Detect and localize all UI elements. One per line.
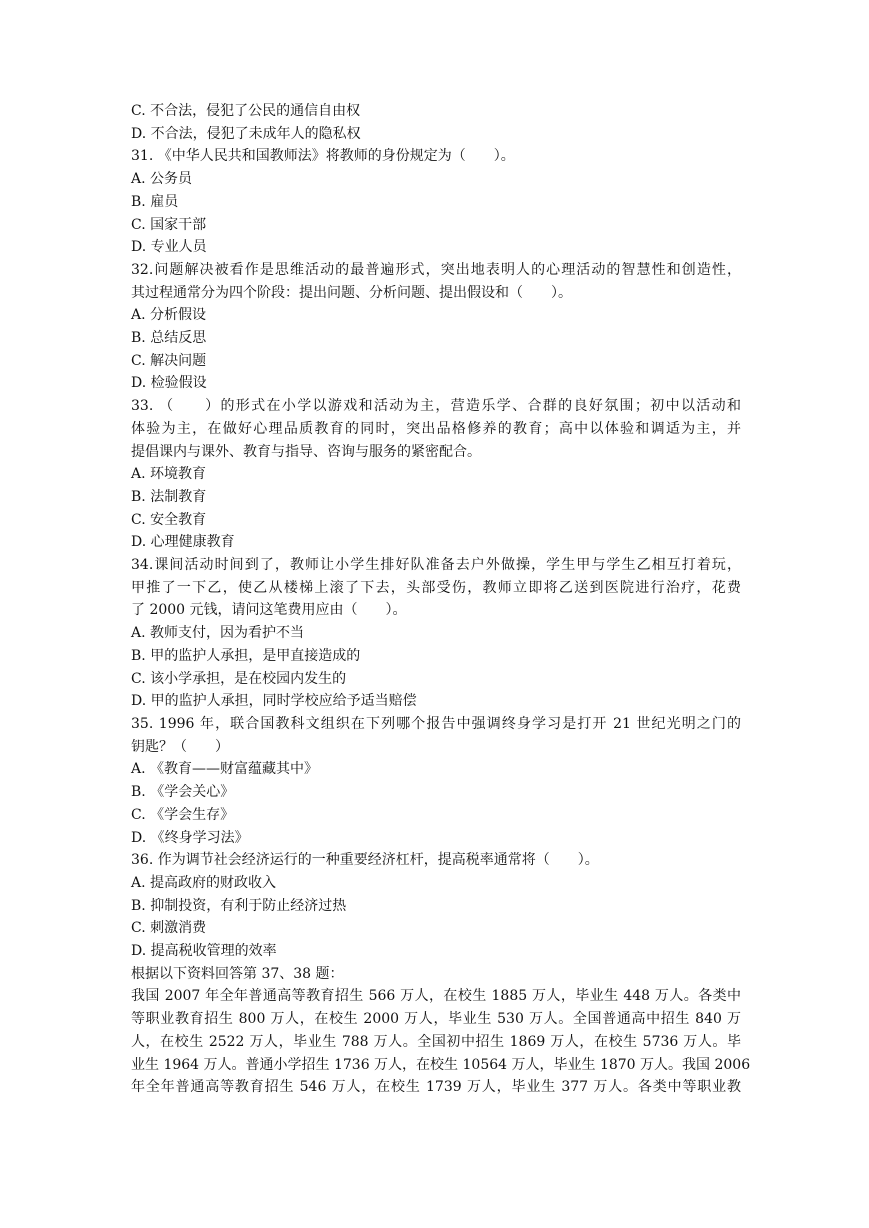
text-line: 其过程通常分为四个阶段：提出问题、分析问题、提出假设和（ ）。: [131, 284, 572, 301]
text-line: A. 公务员: [131, 171, 193, 188]
text-line: D. 《终身学习法》: [131, 829, 249, 846]
text-line: 人，在校生 2522 万人，毕业生 788 万人。全国初中招生 1869 万人，在校生 5736 万人。毕: [131, 1033, 741, 1050]
text-line: D. 提高税收管理的效率: [131, 943, 277, 960]
text-line: 33. （ ）的形式在小学以游戏和活动为主，营造乐学、合群的良好氛围；初中以活动和: [131, 398, 741, 415]
text-line: A. 分析假设: [131, 307, 207, 324]
text-line: B. 甲的监护人承担，是甲直接造成的: [131, 647, 361, 664]
text-line: 业生 1964 万人。普通小学招生 1736 万人，在校生 10564 万人，毕业生 1870 万人。我国 2006: [131, 1056, 751, 1073]
text-line: A. 《教育——财富蕴藏其中》: [131, 761, 319, 778]
text-line: C. 安全教育: [131, 511, 207, 528]
text-line: C. 该小学承担，是在校园内发生的: [131, 670, 347, 687]
text-line: 了 2000 元钱，请问这笔费用应由（ ）。: [131, 602, 407, 619]
document-body: [131, 100, 751, 1099]
text-line: 我国 2007 年全年普通高等教育招生 566 万人，在校生 1885 万人，毕业生 448 万人。各类中: [131, 988, 741, 1005]
text-line: D. 检验假设: [131, 375, 207, 392]
text-line: C. 《学会生存》: [131, 806, 235, 823]
text-line: 32.问题解决被看作是思维活动的最普遍形式，突出地表明人的心理活动的智慧性和创造性，: [131, 261, 741, 278]
text-line: 年全年普通高等教育招生 546 万人，在校生 1739 万人，毕业生 377 万人。各类中等职业教: [131, 1079, 741, 1096]
text-line: 36. 作为调节社会经济运行的一种重要经济杠杆，提高税率通常将（ ）。: [131, 852, 599, 869]
text-line: 等职业教育招生 800 万人，在校生 2000 万人，毕业生 530 万人。全国普通高中招生 840 万: [131, 1011, 741, 1028]
text-line: 甲推了一下乙，使乙从楼梯上滚了下去，头部受伤，教师立即将乙送到医院进行治疗，花费: [131, 579, 741, 596]
text-line: A. 提高政府的财政收入: [131, 874, 277, 891]
text-line: A. 环境教育: [131, 466, 207, 483]
text-line: 体验为主，在做好心理品质教育的同时，突出品格修养的教育；高中以体验和调适为主，并: [131, 420, 741, 437]
text-line: 34.课间活动时间到了，教师让小学生排好队准备去户外做操，学生甲与学生乙相互打着玩，: [131, 557, 741, 574]
text-line: B. 总结反思: [131, 330, 207, 347]
text-line: A. 教师支付，因为看护不当: [131, 625, 305, 642]
text-line: D. 甲的监护人承担，同时学校应给予适当赔偿: [131, 693, 417, 710]
text-line: 35. 1996 年，联合国教科文组织在下列哪个报告中强调终身学习是打开 21 世纪光明之门的: [131, 715, 741, 732]
text-line: D. 专业人员: [131, 239, 207, 256]
text-line: B. 抑制投资，有利于防止经济过热: [131, 897, 347, 914]
text-line: B. 《学会关心》: [131, 784, 235, 801]
text-line: 提倡课内与课外、教育与指导、咨询与服务的紧密配合。: [131, 443, 481, 460]
text-line: D. 心理健康教育: [131, 534, 235, 551]
text-line: B. 法制教育: [131, 488, 207, 505]
text-line: C. 国家干部: [131, 216, 207, 233]
text-line: 根据以下资料回答第 37、38 题：: [131, 965, 344, 982]
text-line: C. 解决问题: [131, 352, 207, 369]
text-line: C. 刺激消费: [131, 920, 207, 937]
text-line: 31. 《中华人民共和国教师法》将教师的身份规定为（ ）。: [131, 148, 515, 165]
text-line: B. 雇员: [131, 193, 179, 210]
text-line: 钥匙？（ ）: [131, 738, 229, 755]
text-line: C. 不合法，侵犯了公民的通信自由权: [131, 103, 361, 119]
text-line: D. 不合法，侵犯了未成年人的隐私权: [131, 125, 361, 142]
